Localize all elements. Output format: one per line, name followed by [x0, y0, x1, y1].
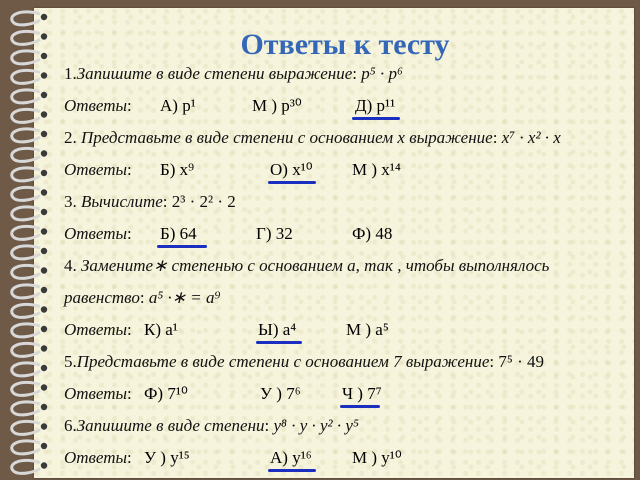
q4-option-k: К) a¹ [144, 320, 178, 339]
binding-hole [41, 92, 47, 98]
spiral-ring [12, 207, 40, 220]
spiral-ring [12, 285, 40, 298]
q3-correct-underline [157, 245, 207, 248]
binding-hole [41, 365, 47, 371]
binding-hole [41, 228, 47, 234]
q5-option-u: У ) 7⁶ [260, 384, 301, 403]
q5-option-f: Ф) 7¹⁰ [144, 384, 188, 403]
spiral-ring [12, 12, 40, 25]
q6-option-u: У ) y¹⁵ [144, 448, 190, 467]
binding-hole [41, 462, 47, 468]
binding-hole [41, 326, 47, 332]
binding-hole [41, 170, 47, 176]
question-3: 3. Вычислите: 2³ · 2² · 2 [64, 192, 236, 211]
spiral-ring [12, 460, 40, 473]
spiral-ring [12, 148, 40, 161]
binding-hole [41, 150, 47, 156]
q5-correct-underline [340, 405, 380, 408]
q3-option-f: Ф) 48 [352, 224, 393, 243]
binding-hole [41, 209, 47, 215]
binding-hole [41, 423, 47, 429]
answers-5: Ответы: [64, 384, 132, 403]
binding-hole [41, 189, 47, 195]
binding-hole [41, 111, 47, 117]
answers-3: Ответы: [64, 224, 132, 243]
q4-correct-underline [256, 341, 302, 344]
q6-correct-underline [268, 469, 316, 472]
spiral-ring [12, 343, 40, 356]
question-1: 1.Запишите в виде степени выражение: p⁵ · p⁶ [64, 64, 403, 83]
q6-option-m: М ) y¹⁰ [352, 448, 402, 467]
page-title: Ответы к тесту [240, 28, 450, 61]
spiral-ring [12, 324, 40, 337]
binding-hole [41, 267, 47, 273]
spiral-ring [12, 187, 40, 200]
q6-option-a: А) y¹⁶ [270, 448, 312, 467]
answers-2: Ответы: [64, 160, 132, 179]
binding-hole [41, 384, 47, 390]
q3-option-g: Г) 32 [256, 224, 293, 243]
spiral-ring [12, 265, 40, 278]
binding-hole [41, 404, 47, 410]
spiral-ring [12, 129, 40, 142]
q2-option-o: О) x¹⁰ [270, 160, 313, 179]
spiral-binding [0, 0, 70, 480]
answers-1: Ответы: [64, 96, 132, 115]
answers-4: Ответы: [64, 320, 132, 339]
spiral-ring [12, 363, 40, 376]
q2-correct-underline [268, 181, 316, 184]
spiral-ring [12, 90, 40, 103]
spiral-ring [12, 109, 40, 122]
binding-hole [41, 306, 47, 312]
spiral-ring [12, 70, 40, 83]
spiral-ring [12, 382, 40, 395]
spiral-ring [12, 304, 40, 317]
q1-option-a: А) p¹ [160, 96, 196, 115]
binding-hole [41, 72, 47, 78]
question-4: 4. Замените∗ степенью с основанием a, так , чтобы выполнялось [64, 256, 550, 275]
q5-option-ch: Ч ) 7⁷ [342, 384, 382, 403]
spiral-ring [12, 226, 40, 239]
answers-6: Ответы: [64, 448, 132, 467]
spiral-ring [12, 402, 40, 415]
binding-hole [41, 248, 47, 254]
spiral-ring [12, 441, 40, 454]
q3-option-b: Б) 64 [160, 224, 197, 243]
q2-option-m: М ) x¹⁴ [352, 160, 401, 179]
binding-hole [41, 345, 47, 351]
question-2: 2. Представьте в виде степени с основанием x выражение: x⁷ · x² · x [64, 128, 561, 147]
binding-hole [41, 287, 47, 293]
spiral-ring [12, 168, 40, 181]
question-5: 5.Представьте в виде степени с основанием 7 выражение: 7⁵ · 49 [64, 352, 544, 371]
q1-option-d: Д) p¹¹ [355, 96, 396, 115]
q4-option-m: М ) a⁵ [346, 320, 389, 339]
spiral-ring [12, 246, 40, 259]
binding-hole [41, 131, 47, 137]
question-6: 6.Запишите в виде степени: y⁸ · y · y² · y⁵ [64, 416, 359, 435]
binding-hole [41, 14, 47, 20]
q4-option-y: Ы) a⁴ [258, 320, 297, 339]
q2-option-b: Б) x⁹ [160, 160, 195, 179]
question-4-continued: равенство: a⁵ ·∗ = a⁹ [64, 288, 221, 307]
q1-correct-underline [352, 117, 400, 120]
q1-option-m: М ) p³⁰ [252, 96, 302, 115]
spiral-ring [12, 421, 40, 434]
binding-hole [41, 443, 47, 449]
